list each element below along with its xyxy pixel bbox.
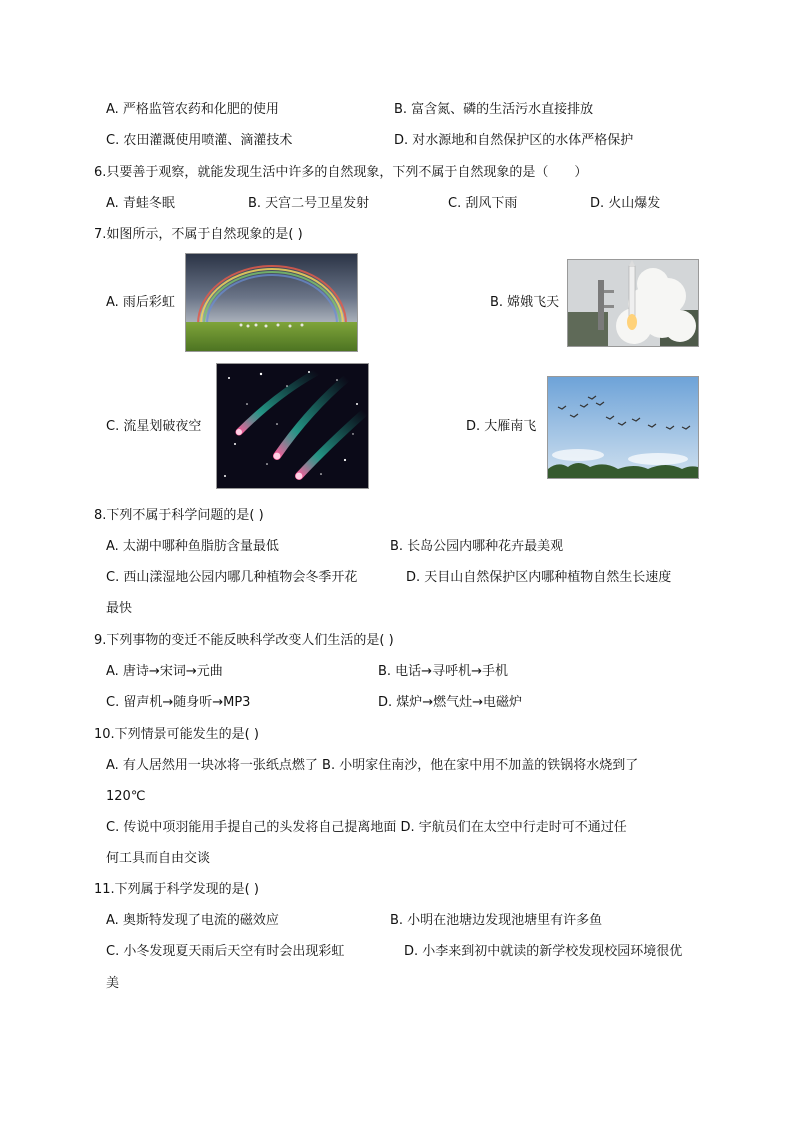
q11-option-b: B. 小明在池塘边发现池塘里有许多鱼	[390, 913, 603, 928]
q6-option-a: A. 青蛙冬眠	[106, 196, 175, 211]
q6-option-b: B. 天宫二号卫星发射	[248, 196, 370, 211]
q8-option-d-cont: 最快	[106, 601, 133, 616]
q11-option-d: D. 小李来到初中就读的新学校发现校园环境很优	[404, 944, 683, 959]
rocket-launch-photo	[567, 259, 699, 347]
q6-option-c: C. 刮风下雨	[448, 196, 518, 211]
q7-option-b: B. 嫦娥飞天	[490, 295, 560, 310]
q5-option-b: B. 富含氮、磷的生活污水直接排放	[394, 102, 594, 117]
q10-options-ab-cont: 120℃	[106, 789, 146, 804]
q9-option-d: D. 煤炉→燃气灶→电磁炉	[378, 695, 523, 710]
q11-option-d-cont: 美	[106, 976, 120, 991]
q9-option-c: C. 留声机→随身听→MP3	[106, 695, 251, 710]
q5-option-d: D. 对水源地和自然保护区的水体严格保护	[394, 133, 634, 148]
q8-option-c: C. 西山漾湿地公园内哪几种植物会冬季开花	[106, 570, 358, 585]
q7-option-c: C. 流星划破夜空	[106, 419, 202, 434]
q11-option-c: C. 小冬发现夏天雨后天空有时会出现彩虹	[106, 944, 345, 959]
q10-options-cd-cont: 何工具而自由交谈	[106, 851, 211, 866]
q9-option-b: B. 电话→寻呼机→手机	[378, 664, 508, 679]
q5-option-a: A. 严格监管农药和化肥的使用	[106, 102, 279, 117]
rainbow-photo	[185, 253, 358, 352]
q6-option-d: D. 火山爆发	[590, 196, 661, 211]
q5-option-c: C. 农田灌溉使用喷灌、滴灌技术	[106, 133, 293, 148]
q8-option-b: B. 长岛公园内哪种花卉最美观	[390, 539, 564, 554]
meteor-photo	[216, 363, 369, 489]
q9-option-a: A. 唐诗→宋词→元曲	[106, 664, 223, 679]
q7-option-a: A. 雨后彩虹	[106, 295, 175, 310]
q8-option-a: A. 太湖中哪种鱼脂肪含量最低	[106, 539, 279, 554]
q7-stem: 7.如图所示，不属于自然现象的是( )	[94, 227, 303, 242]
q10-stem: 10.下列情景可能发生的是( )	[94, 727, 259, 742]
q8-option-d: D. 天目山自然保护区内哪种植物自然生长速度	[406, 570, 672, 585]
q7-option-d: D. 大雁南飞	[466, 419, 537, 434]
geese-photo	[547, 376, 699, 479]
q11-stem: 11.下列属于科学发现的是( )	[94, 882, 259, 897]
q6-stem: 6.只要善于观察，就能发现生活中许多的自然现象，下列不属于自然现象的是（ ）	[94, 165, 588, 180]
q10-options-cd: C. 传说中项羽能用手提自己的头发将自己提离地面 D. 宇航员们在太空中行走时可不通过任	[106, 820, 627, 835]
q8-stem: 8.下列不属于科学问题的是( )	[94, 508, 264, 523]
q9-stem: 9.下列事物的变迁不能反映科学改变人们生活的是( )	[94, 633, 394, 648]
q10-options-ab: A. 有人居然用一块冰将一张纸点燃了 B. 小明家住南沙，他在家中用不加盖的铁锅将水烧到了	[106, 758, 639, 773]
q11-option-a: A. 奥斯特发现了电流的磁效应	[106, 913, 279, 928]
